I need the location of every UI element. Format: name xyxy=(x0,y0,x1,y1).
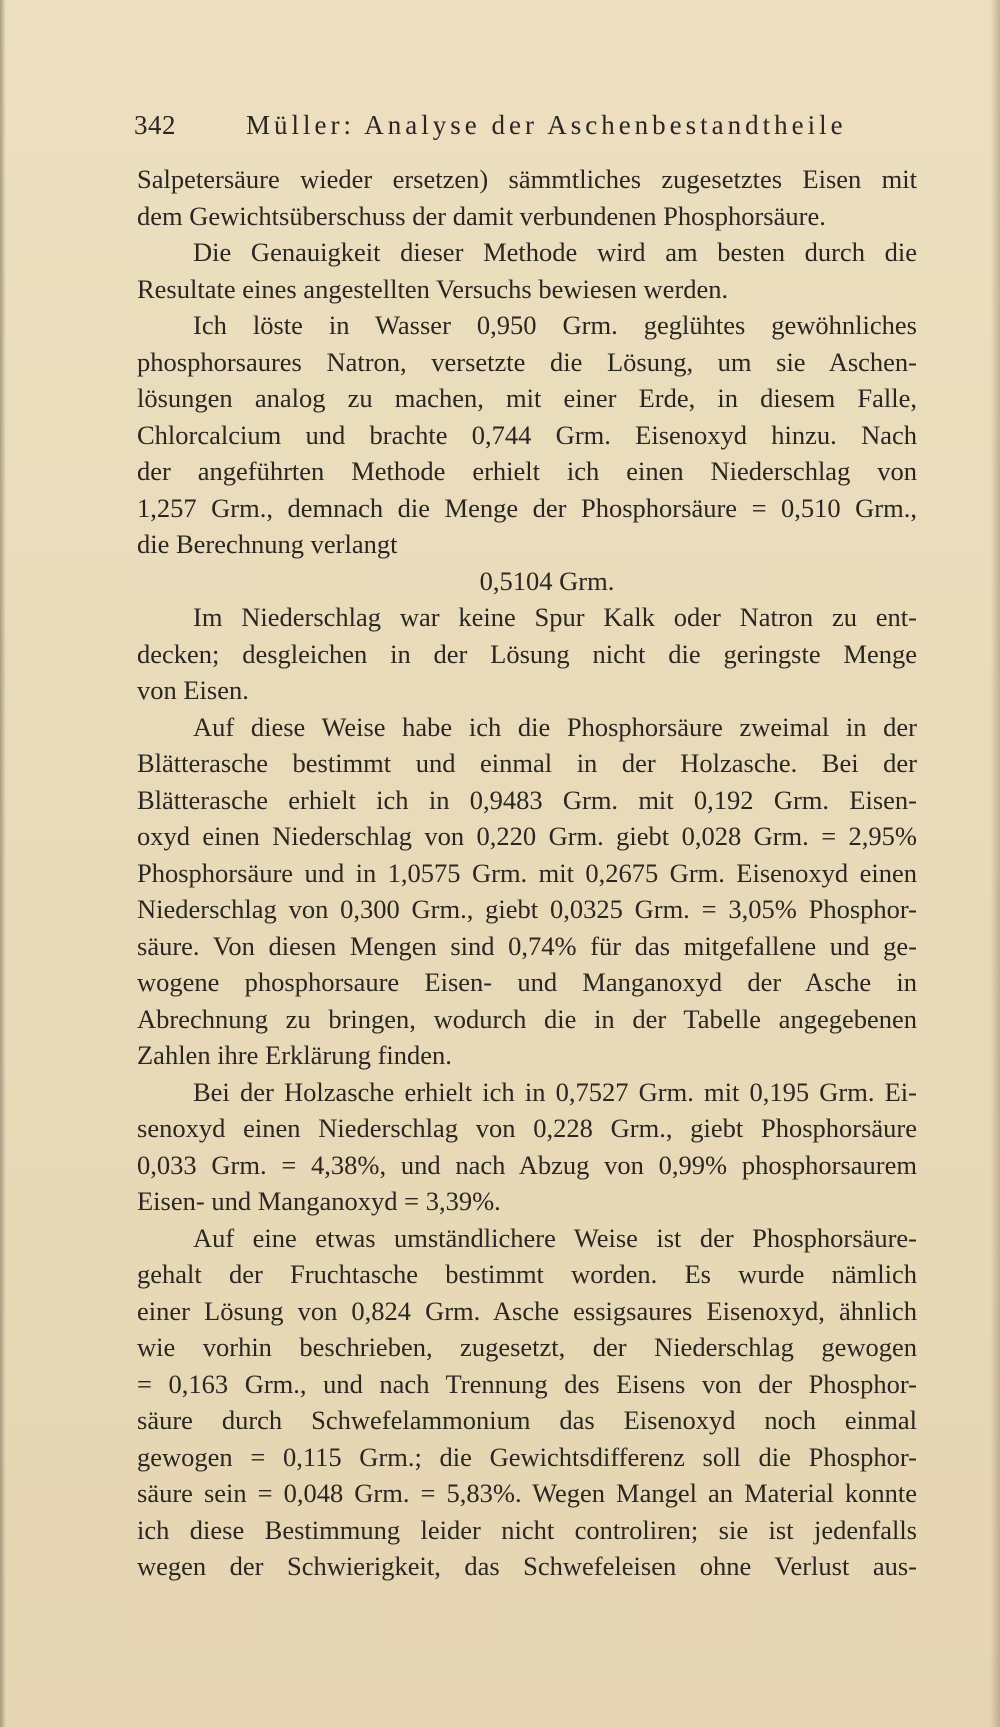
text-line-result: 0,5104 Grm. xyxy=(479,565,615,596)
text-line: säure durch Schwefelammonium das Eisenoxyd noch einmal xyxy=(137,1405,917,1435)
text-line: Resultate eines angestellten Versuchs bewiesen werden. xyxy=(137,273,729,304)
body-text xyxy=(137,161,917,1585)
text-line: senoxyd einen Niederschlag von 0,228 Grm., giebt Phosphorsäure xyxy=(137,1113,917,1143)
text-line: Im Niederschlag war keine Spur Kalk oder Natron zu ent- xyxy=(193,602,917,632)
text-line: wegen der Schwierigkeit, das Schwefeleisen ohne Verlust aus- xyxy=(137,1551,917,1581)
text-line: Blätterasche erhielt ich in 0,9483 Grm. mit 0,192 Grm. Eisen- xyxy=(137,784,917,815)
text-line: phosphorsaures Natron, versetzte die Lösung, um sie Aschen- xyxy=(137,346,917,377)
text-line: einer Lösung von 0,824 Grm. Asche essigsaures Eisenoxyd, ähnlich xyxy=(137,1295,917,1326)
text-line: Zahlen ihre Erklärung finden. xyxy=(137,1040,452,1070)
text-line: wie vorhin beschrieben, zugesetzt, der Niederschlag gewogen xyxy=(137,1332,917,1362)
text-line: Phosphorsäure und in 1,0575 Grm. mit 0,2675 Grm. Eisenoxyd einen xyxy=(137,857,917,888)
text-line: lösungen analog zu machen, mit einer Erde, in diesem Falle, xyxy=(137,383,917,413)
text-line: dem Gewichtsüberschuss der damit verbundenen Phosphorsäure. xyxy=(137,200,826,231)
text-line: Die Genauigkeit dieser Methode wird am besten durch die xyxy=(193,237,917,267)
text-line: Auf diese Weise habe ich die Phosphorsäure zweimal in der xyxy=(193,711,917,742)
text-line: ich diese Bestimmung leider nicht controliren; sie ist jedenfalls xyxy=(137,1514,917,1545)
text-line: 0,033 Grm. = 4,38%, und nach Abzug von 0,99% phosphorsaurem xyxy=(137,1149,917,1180)
text-line: Bei der Holzasche erhielt ich in 0,7527 Grm. mit 0,195 Grm. Ei- xyxy=(193,1076,917,1107)
text-line: oxyd einen Niederschlag von 0,220 Grm. giebt 0,028 Grm. = 2,95% xyxy=(137,821,917,851)
text-line: säure sein = 0,048 Grm. = 5,83%. Wegen Mangel an Material konnte xyxy=(137,1478,917,1508)
text-line: der angeführten Methode erhielt ich einen Niederschlag von xyxy=(137,456,917,486)
page-header xyxy=(134,105,914,145)
text-line: = 0,163 Grm., und nach Trennung des Eisens von der Phosphor- xyxy=(137,1368,917,1399)
text-line: von Eisen. xyxy=(137,675,249,705)
text-line: Niederschlag von 0,300 Grm., giebt 0,0325 Grm. = 3,05% Phosphor- xyxy=(137,894,917,924)
text-line: Blätterasche bestimmt und einmal in der Holzasche. Bei der xyxy=(137,748,917,778)
text-line: Salpetersäure wieder ersetzen) sämmtliches zugesetztes Eisen mit xyxy=(137,164,917,194)
text-line: gewogen = 0,115 Grm.; die Gewichtsdifferenz soll die Phosphor- xyxy=(137,1441,917,1472)
text-line: Auf eine etwas umständlichere Weise ist der Phosphorsäure- xyxy=(193,1222,917,1253)
text-line: gehalt der Fruchtasche bestimmt worden. Es wurde nämlich xyxy=(137,1259,917,1289)
text-line: 1,257 Grm., demnach die Menge der Phosphorsäure = 0,510 Grm., xyxy=(137,492,917,523)
text-line: säure. Von diesen Mengen sind 0,74% für das mitgefallene und ge- xyxy=(137,930,917,961)
page-edge-shadow xyxy=(0,0,6,1727)
text-line: die Berechnung verlangt xyxy=(137,529,398,559)
text-line: Chlorcalcium und brachte 0,744 Grm. Eisenoxyd hinzu. Nach xyxy=(137,419,917,450)
text-line: Abrechnung zu bringen, wodurch die in der Tabelle angegebenen xyxy=(137,1003,917,1034)
text-line: Eisen- und Manganoxyd = 3,39%. xyxy=(137,1186,501,1216)
text-line: Ich löste in Wasser 0,950 Grm. geglühtes gewöhnliches xyxy=(193,310,917,340)
text-line: wogene phosphorsaure Eisen- und Manganoxyd der Asche in xyxy=(137,967,917,997)
running-head: Müller: Analyse der Aschenbestandtheile xyxy=(246,110,847,140)
text-line: decken; desgleichen in der Lösung nicht die geringste Menge xyxy=(137,638,917,669)
page-number: 342 xyxy=(134,110,176,140)
